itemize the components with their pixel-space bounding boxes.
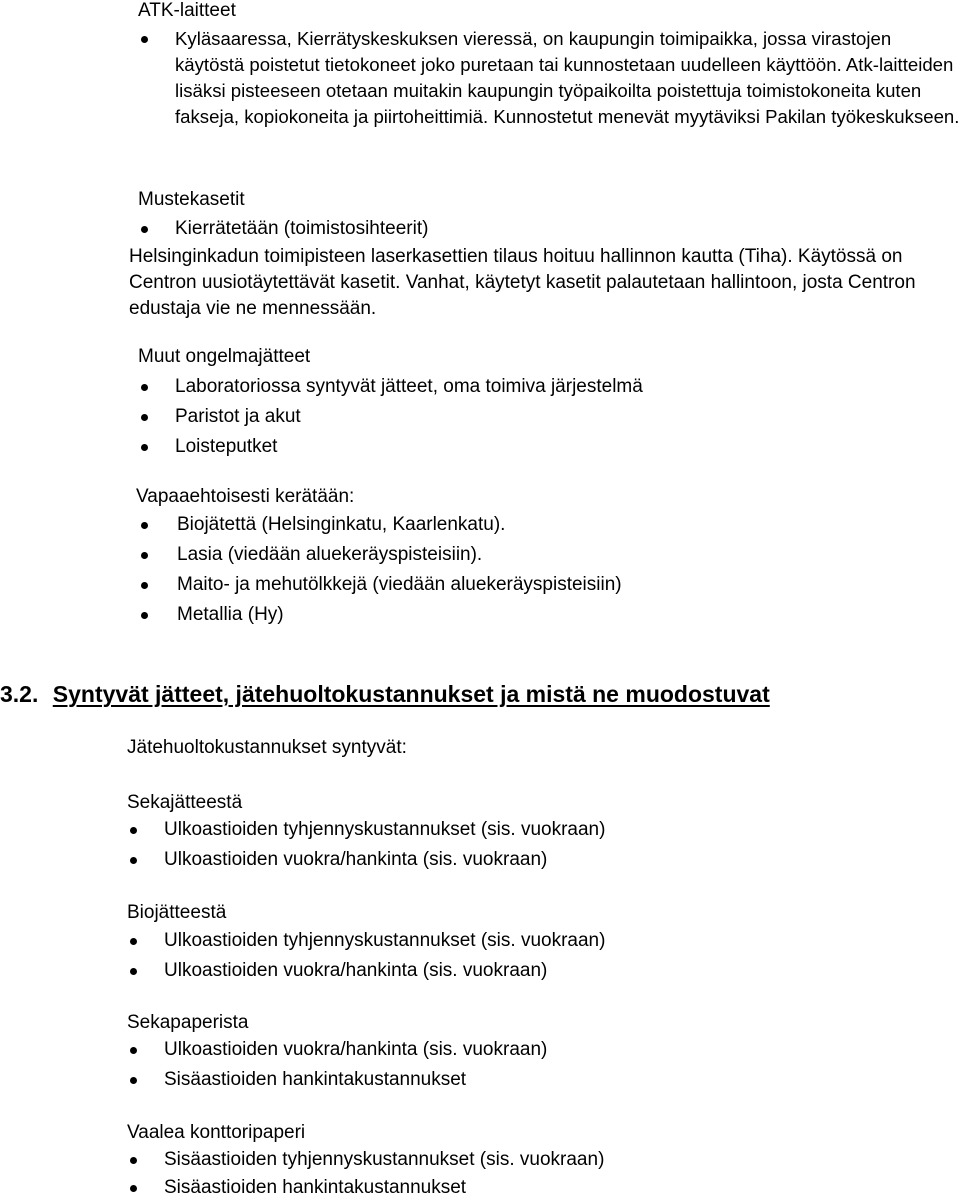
list-item-text: Kyläsaaressa, Kierrätyskeskuksen vieressä, on kaupungin toimipaikka, jossa virastojen käytöstä poistetut tietokoneet joko puretaan tai kunnostetaan uudelleen käyttöön. Atk-laitteiden lisäksi pisteeseen otetaan muitakin kaupungin työpaikoilta poistettuja toimistokoneita kuten fakseja, kopiokoneita ja piirtoheittimiä. Kunnostetut menevät myytäviksi Pakilan työkeskukseen.	[175, 28, 960, 127]
list-item	[164, 1067, 924, 1093]
bullet-icon	[130, 968, 137, 975]
list-item-text: Sisäastioiden hankintakustannukset	[164, 1177, 467, 1198]
list-item-text: Loisteputket	[175, 436, 278, 457]
sekajate-heading: Sekajätteestä	[127, 792, 243, 813]
bullet-icon	[130, 938, 137, 945]
muut-heading: Muut ongelmajätteet	[138, 346, 311, 367]
mustekasetit-heading: Mustekasetit	[138, 189, 245, 210]
list-item-text: Ulkoastioiden vuokra/hankinta (sis. vuokraan)	[164, 960, 548, 981]
vapaaehtoisesti-heading: Vapaaehtoisesti kerätään:	[136, 486, 355, 507]
mustekasetit-list	[175, 216, 935, 242]
bullet-icon	[141, 414, 148, 421]
bullet-icon	[141, 384, 148, 391]
list-item	[177, 542, 937, 568]
bullet-icon	[130, 857, 137, 864]
list-item	[175, 374, 935, 400]
list-item	[175, 434, 935, 460]
muut-list	[175, 374, 935, 460]
biojate-heading: Biojätteestä	[127, 902, 227, 923]
bullet-icon	[141, 612, 148, 619]
sekajate-list	[164, 817, 924, 873]
bullet-icon	[130, 1157, 137, 1164]
vapaaehtoisesti-list	[177, 512, 937, 628]
bullet-icon	[130, 1047, 137, 1054]
list-item	[177, 602, 937, 628]
list-item	[175, 26, 960, 130]
list-item-text: Kierrätetään (toimistosihteerit)	[175, 218, 429, 239]
sekapaperi-heading: Sekapaperista	[127, 1012, 249, 1033]
list-item	[164, 1175, 924, 1201]
section-number: 3.2.	[0, 681, 39, 707]
bullet-icon	[141, 36, 148, 43]
section-title	[0, 678, 770, 710]
list-item	[177, 512, 937, 538]
sekapaperi-list	[164, 1037, 924, 1093]
vaalea-heading: Vaalea konttoripaperi	[127, 1122, 306, 1143]
list-item-text: Maito- ja mehutölkkejä (viedään aluekeräyspisteisiin)	[177, 574, 622, 595]
list-item	[164, 847, 924, 873]
bullet-icon	[130, 1077, 137, 1084]
list-item-text: Ulkoastioiden vuokra/hankinta (sis. vuokraan)	[164, 849, 548, 870]
list-item	[164, 817, 924, 843]
vaalea-list	[164, 1147, 924, 1201]
list-item-text: Paristot ja akut	[175, 406, 301, 427]
section-title-text: Syntyvät jätteet, jätehuoltokustannukset ja mistä ne muodostuvat	[52, 681, 770, 707]
bullet-icon	[141, 444, 148, 451]
list-item	[164, 1037, 924, 1063]
bullet-icon	[130, 1185, 137, 1192]
list-item	[175, 216, 935, 242]
list-item-text: Ulkoastioiden tyhjennyskustannukset (sis. vuokraan)	[164, 819, 606, 840]
bullet-icon	[141, 226, 148, 233]
list-item-text: Ulkoastioiden tyhjennyskustannukset (sis. vuokraan)	[164, 930, 606, 951]
bullet-icon	[130, 827, 137, 834]
list-item	[177, 572, 937, 598]
list-item-text: Biojätettä (Helsinginkatu, Kaarlenkatu).	[177, 514, 506, 535]
biojate-list	[164, 928, 924, 984]
intro-text: Jätehuoltokustannukset syntyvät:	[127, 737, 407, 758]
list-item-text: Lasia (viedään aluekeräyspisteisiin).	[177, 544, 483, 565]
bullet-icon	[141, 552, 148, 559]
list-item-text: Sisäastioiden hankintakustannukset	[164, 1069, 467, 1090]
bullet-icon	[141, 522, 148, 529]
list-item	[164, 958, 924, 984]
list-item-text: Laboratoriossa syntyvät jätteet, oma toimiva järjestelmä	[175, 376, 643, 397]
mustekasetit-paragraph: Helsinginkadun toimipisteen laserkasettien tilaus hoituu hallinnon kautta (Tiha). Käytössä on Centron uusiotäytettävät kasetit. Vanhat, käytetyt kasetit palautetaan hallintoon, josta Centron edustaja vie ne mennessään.	[129, 246, 916, 319]
bullet-icon	[141, 582, 148, 589]
atk-list	[175, 26, 960, 130]
list-item-text: Sisäastioiden tyhjennyskustannukset (sis. vuokraan)	[164, 1149, 605, 1170]
list-item	[164, 928, 924, 954]
list-item	[175, 404, 935, 430]
list-item-text: Ulkoastioiden vuokra/hankinta (sis. vuokraan)	[164, 1039, 548, 1060]
list-item	[164, 1147, 924, 1173]
list-item-text: Metallia (Hy)	[177, 604, 284, 625]
atk-heading: ATK-laitteet	[138, 0, 236, 21]
